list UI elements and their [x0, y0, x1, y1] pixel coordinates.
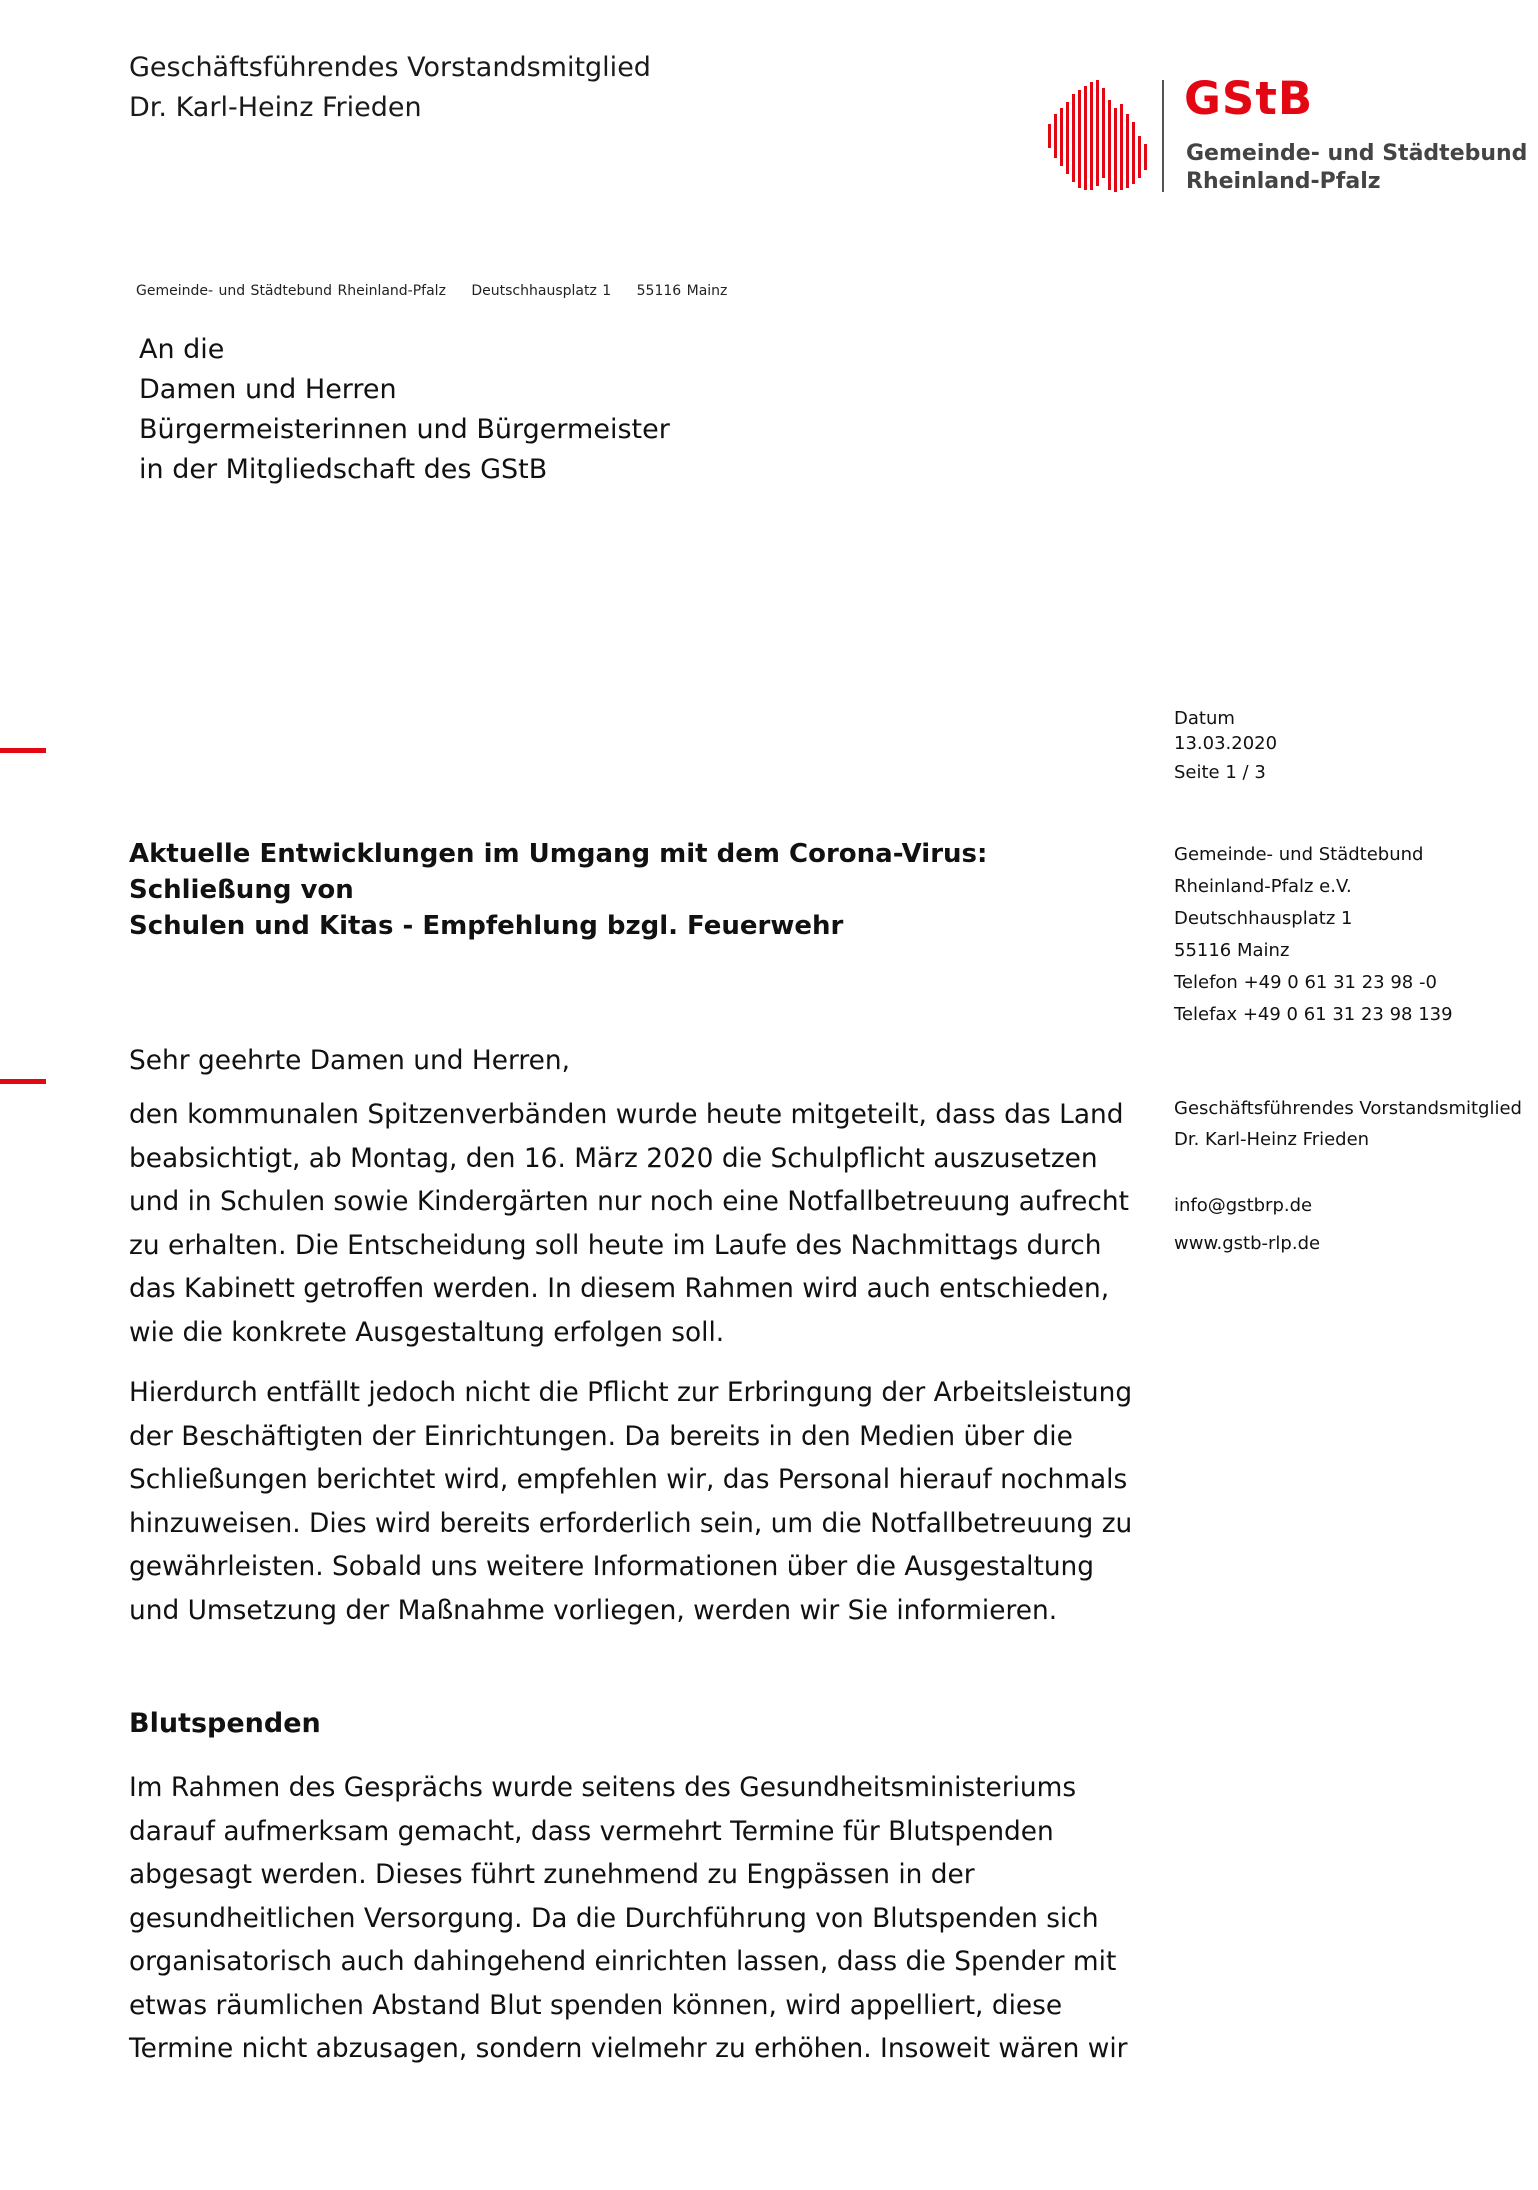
- text-line: Im Rahmen des Gesprächs wurde seitens des Gesundheitsministeriums: [129, 1772, 1077, 1803]
- paragraph-1: [129, 1093, 1139, 1354]
- logo-name-line-2: Rheinland-Pfalz: [1186, 169, 1381, 194]
- logo-bar: [1138, 136, 1141, 178]
- logo-bar: [1132, 122, 1135, 184]
- text-line: der Beschäftigten der Einrichtungen. Da bereits in den Medien über die: [129, 1420, 1073, 1452]
- recipient-line: in der Mitgliedschaft des GStB: [139, 454, 548, 485]
- logo-bar: [1066, 102, 1069, 174]
- logo-bar: [1054, 114, 1057, 158]
- logo-bar: [1096, 80, 1099, 186]
- date-block: [1174, 704, 1235, 733]
- recipient-line: An die: [139, 334, 225, 365]
- logo-bar: [1072, 94, 1075, 182]
- org-line: Gemeinde- und Städtebund: [1174, 844, 1424, 865]
- org-line: Deutschhausplatz 1: [1174, 908, 1353, 929]
- logo-bar: [1114, 108, 1117, 192]
- fold-mark-bottom: [0, 1079, 46, 1084]
- section-heading-blutspenden: Blutspenden: [129, 1708, 321, 1739]
- salutation: Sehr geehrte Damen und Herren,: [129, 1045, 570, 1076]
- text-line: organisatorisch auch dahingehend einrichten lassen, dass die Spender mit: [129, 1946, 1117, 1977]
- recipient-line: Damen und Herren: [139, 374, 397, 405]
- date-value: 13.03.2020: [1174, 733, 1278, 754]
- logo-bar: [1120, 104, 1123, 190]
- sender-title: Geschäftsführendes Vorstandsmitglied: [129, 52, 651, 83]
- logo-divider: [1162, 80, 1164, 192]
- logo-bar: [1126, 114, 1129, 188]
- contact-person-block: [1174, 1093, 1522, 1155]
- text-line: abgesagt werden. Dieses führt zunehmend zu Engpässen in der: [129, 1859, 975, 1890]
- logo-bar: [1060, 108, 1063, 166]
- subject-line: Schulen und Kitas - Empfehlung bzgl. Feuerwehr: [129, 911, 844, 941]
- website-link[interactable]: www.gstb-rlp.de: [1174, 1233, 1321, 1254]
- logo-bar: [1102, 88, 1105, 178]
- map-bars-icon: [1046, 78, 1156, 194]
- text-line: Hierdurch entfällt jedoch nicht die Pflicht zur Erbringung der Arbeitsleistung: [129, 1377, 1133, 1408]
- recipient-line: Bürgermeisterinnen und Bürgermeister: [139, 414, 670, 445]
- text-line: Termine nicht abzusagen, sondern vielmehr zu erhöhen. Insoweit wären wir: [129, 2033, 1128, 2064]
- text-line: den kommunalen Spitzenverbänden wurde heute mitgeteilt, dass das Land: [129, 1099, 1124, 1130]
- sender-name: Dr. Karl-Heinz Frieden: [129, 92, 422, 123]
- return-address: [136, 283, 747, 299]
- return-address-street: Deutschhausplatz 1: [471, 283, 612, 299]
- text-line: hinzuweisen. Dies wird bereits erforderlich sein, um die Notfallbetreuung zu: [129, 1507, 1133, 1539]
- fold-mark-top: [0, 748, 46, 753]
- text-line: gewährleisten. Sobald uns weitere Informationen über die Ausgestaltung: [129, 1551, 1095, 1582]
- text-line: darauf aufmerksam gemacht, dass vermehrt Termine für Blutspenden: [129, 1815, 1054, 1847]
- logo-bar: [1048, 124, 1051, 148]
- logo-bar: [1078, 90, 1081, 188]
- contact-name: Dr. Karl-Heinz Frieden: [1174, 1129, 1370, 1150]
- org-address-block: [1174, 839, 1453, 1031]
- email-link[interactable]: info@gstbrp.de: [1174, 1195, 1313, 1216]
- sender-header: [129, 48, 651, 128]
- logo-bar: [1144, 144, 1147, 170]
- text-line: etwas räumlichen Abstand Blut spenden können, wird appelliert, diese: [129, 1989, 1063, 2021]
- paragraph-3: [129, 1766, 1139, 2071]
- fax-line: Telefax +49 0 61 31 23 98 139: [1174, 1004, 1453, 1025]
- logo-name: [1186, 140, 1527, 196]
- logo-bar: [1090, 82, 1093, 190]
- subject-line: Aktuelle Entwicklungen im Umgang mit dem Corona-Virus: Schließung von: [129, 839, 988, 905]
- logo-bar: [1084, 86, 1087, 190]
- logo-bar: [1108, 100, 1111, 190]
- text-line: Schließungen berichtet wird, empfehlen wir, das Personal hierauf nochmals: [129, 1464, 1128, 1495]
- page-number: Seite 1 / 3: [1174, 762, 1266, 783]
- org-line: Rheinland-Pfalz e.V.: [1174, 876, 1352, 897]
- phone-line: Telefon +49 0 61 31 23 98 -0: [1174, 972, 1437, 993]
- text-line: beabsichtigt, ab Montag, den 16. März 2020 die Schulpflicht auszusetzen: [129, 1142, 1098, 1174]
- contact-title: Geschäftsführendes Vorstandsmitglied: [1174, 1098, 1522, 1119]
- letter-subject: [129, 836, 1134, 944]
- text-line: zu erhalten. Die Entscheidung soll heute im Laufe des Nachmittags durch: [129, 1229, 1102, 1261]
- text-line: und Umsetzung der Maßnahme vorliegen, werden wir Sie informieren.: [129, 1594, 1058, 1626]
- return-address-city: 55116 Mainz: [636, 283, 728, 299]
- recipient-block: [139, 330, 670, 490]
- text-line: wie die konkrete Ausgestaltung erfolgen soll.: [129, 1316, 725, 1348]
- return-address-org: Gemeinde- und Städtebund Rheinland-Pfalz: [136, 283, 446, 299]
- logo-acronym: GStB: [1184, 72, 1314, 125]
- org-line: 55116 Mainz: [1174, 940, 1290, 961]
- gstb-logo: [1046, 72, 1528, 198]
- logo-name-line-1: Gemeinde- und Städtebund: [1186, 141, 1528, 166]
- paragraph-2: [129, 1371, 1139, 1632]
- text-line: und in Schulen sowie Kindergärten nur noch eine Notfallbetreuung aufrecht: [129, 1186, 1129, 1217]
- text-line: das Kabinett getroffen werden. In diesem Rahmen wird auch entschieden,: [129, 1273, 1110, 1304]
- text-line: gesundheitlichen Versorgung. Da die Durchführung von Blutspenden sich: [129, 1902, 1099, 1934]
- date-label: Datum: [1174, 708, 1235, 729]
- contact-web-block: [1174, 1187, 1320, 1263]
